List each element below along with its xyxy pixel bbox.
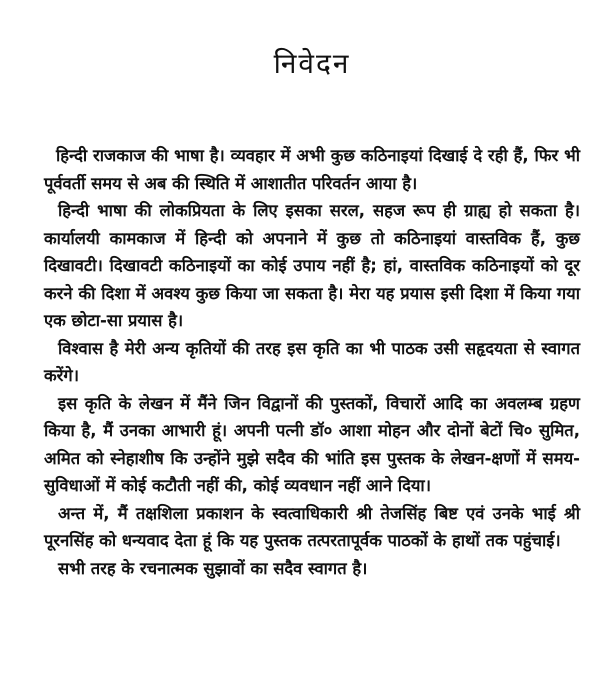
paragraph-5: अन्त में, मैं तक्षशिला प्रकाशन के स्वत्वाधिकारी श्री तेजसिंह बिष्ट एवं उनके भाई श्री पूरनसिंह को धन्यवाद देता हूं कि यह पुस्तक तत्परतापूर्वक पाठकों के हाथों तक पहुंचाई। (44, 503, 580, 550)
paragraph-6: सभी तरह के रचनात्मक सुझावों का सदैव स्वागत है। (58, 558, 368, 578)
body-text (44, 142, 580, 582)
paragraph-4: इस कृति के लेखन में मैंने जिन विद्वानों की पुस्तकों, विचारों आदि का अवलम्ब ग्रहण किया है, मैं उनका आभारी हूं। अपनी पत्नी डॉ० आशा मोहन और दोनों बेटों चि० सुमित, अमित को स्नेहाशीष कि उन्होंने मुझे सदैव की भांति इस पुस्तक के लेखन-क्षणों में समय-सुविधाओं में कोई कटौती नहीं की, कोई व्यवधान नहीं आने दिया। (44, 393, 580, 495)
paragraph-2: हिन्दी भाषा की लोकप्रियता के लिए इसका सरल, सहज रूप ही ग्राह्य हो सकता है। कार्यालयी कामकाज में हिन्दी को अपनाने में कुछ तो कठिनाइयां वास्तविक हैं, कुछ दिखावटी। दिखावटी कठिनाइयों का कोई उपाय नहीं है; हां, वास्तविक कठिनाइयों को दूर करने की दिशा में अवश्य कुछ किया जा सकता है। मेरा यह प्रयास इसी दिशा में किया गया एक छोटा-सा प्रयास है। (44, 201, 580, 330)
paragraph-1: हिन्दी राजकाज की भाषा है। व्यवहार में अभी कुछ कठिनाइयां दिखाई दे रही हैं, फिर भी पूर्ववर्ती समय से अब की स्थिति में आशातीत परिवर्तन आया है। (44, 146, 580, 193)
paragraph-3: विश्वास है मेरी अन्य कृतियों की तरह इस कृति का भी पाठक उसी सहृदयता से स्वागत करेंगे। (44, 338, 580, 385)
page-title: निवेदन (273, 47, 351, 80)
